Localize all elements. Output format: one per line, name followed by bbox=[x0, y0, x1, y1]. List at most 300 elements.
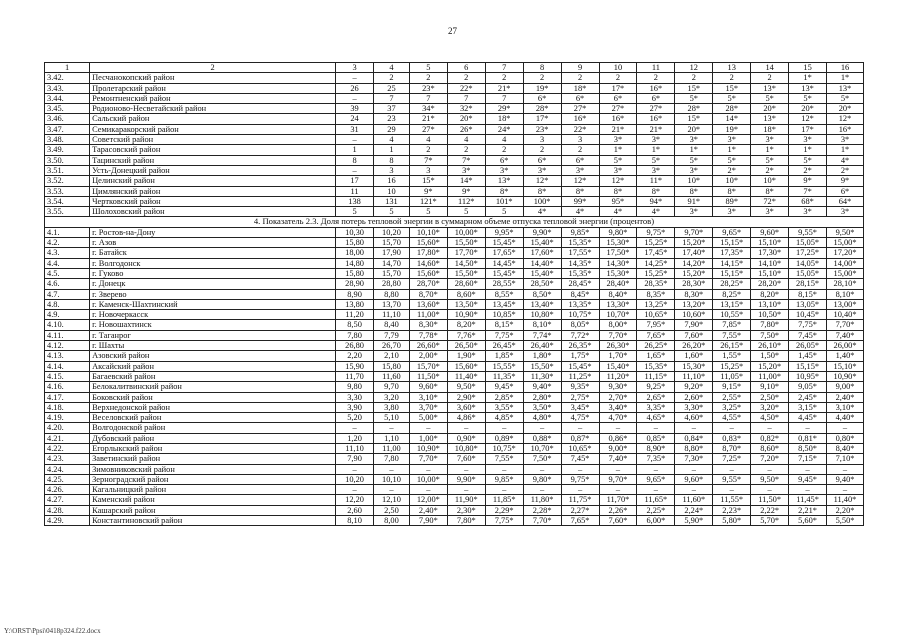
municipality-name-cell: Кагальницкий район bbox=[90, 485, 336, 495]
value-cell: 9,80* bbox=[599, 227, 637, 237]
value-cell: 8,15* bbox=[789, 289, 827, 299]
value-cell: 9* bbox=[789, 176, 827, 186]
value-cell: 22* bbox=[561, 124, 599, 134]
value-cell: 15,60* bbox=[409, 268, 447, 278]
value-cell: – bbox=[409, 464, 447, 474]
value-cell: 3* bbox=[675, 207, 713, 217]
value-cell: 11,20 bbox=[336, 310, 374, 320]
value-cell: 11,35* bbox=[485, 371, 523, 381]
value-cell: – bbox=[713, 423, 751, 433]
value-cell: 11,00 bbox=[374, 443, 410, 453]
value-cell: 18* bbox=[561, 83, 599, 93]
value-cell: 20* bbox=[751, 104, 789, 114]
value-cell: 14,80 bbox=[336, 258, 374, 268]
value-cell: 15,35* bbox=[561, 238, 599, 248]
value-cell: 9,90* bbox=[447, 474, 485, 484]
value-cell: 9,50* bbox=[447, 382, 485, 392]
value-cell: 1* bbox=[827, 145, 864, 155]
value-cell: 15,05* bbox=[789, 238, 827, 248]
municipality-name-cell: 2 bbox=[90, 63, 336, 73]
value-cell: 14* bbox=[713, 114, 751, 124]
municipality-name-cell: Семикаракорский район bbox=[90, 124, 336, 134]
value-cell: 10,20 bbox=[374, 227, 410, 237]
value-cell: 15,90 bbox=[336, 361, 374, 371]
row-number-cell: 4.18. bbox=[45, 402, 90, 412]
value-cell: 1,55* bbox=[713, 351, 751, 361]
value-cell: 10,45* bbox=[789, 310, 827, 320]
municipality-name-cell: Заветинский район bbox=[90, 454, 336, 464]
value-cell: 1* bbox=[789, 145, 827, 155]
value-cell: 0,85* bbox=[637, 433, 675, 443]
value-cell: – bbox=[751, 485, 789, 495]
value-cell: – bbox=[713, 485, 751, 495]
value-cell: 10,60* bbox=[675, 310, 713, 320]
row-number-cell: 4.8. bbox=[45, 299, 90, 309]
value-cell: – bbox=[447, 423, 485, 433]
value-cell: 11 bbox=[637, 63, 675, 73]
table-row bbox=[45, 279, 864, 289]
municipality-name-cell: Азовский район bbox=[90, 351, 336, 361]
value-cell: 7,80* bbox=[447, 516, 485, 526]
value-cell: 9,65* bbox=[637, 474, 675, 484]
value-cell: 14,05* bbox=[789, 258, 827, 268]
value-cell: 3* bbox=[447, 165, 485, 175]
value-cell: 2,45* bbox=[789, 392, 827, 402]
value-cell: 0,81* bbox=[789, 433, 827, 443]
value-cell: 7,76* bbox=[447, 330, 485, 340]
value-cell: 7,70* bbox=[599, 330, 637, 340]
value-cell: 8,35* bbox=[637, 289, 675, 299]
value-cell: 9,45* bbox=[485, 382, 523, 392]
value-cell: 2,65* bbox=[637, 392, 675, 402]
value-cell: 15,25* bbox=[713, 361, 751, 371]
table-row bbox=[45, 176, 864, 186]
value-cell: 2 bbox=[599, 73, 637, 83]
value-cell: 7 bbox=[485, 93, 523, 103]
value-cell: 12* bbox=[599, 176, 637, 186]
value-cell: 13,70 bbox=[374, 299, 410, 309]
value-cell: – bbox=[599, 464, 637, 474]
value-cell: 3* bbox=[713, 207, 751, 217]
value-cell: 7,79 bbox=[374, 330, 410, 340]
municipality-name-cell: Боковский район bbox=[90, 392, 336, 402]
table-row bbox=[45, 341, 864, 351]
value-cell: 16 bbox=[827, 63, 864, 73]
municipality-name-cell: г. Таганрог bbox=[90, 330, 336, 340]
value-cell: 12* bbox=[523, 176, 561, 186]
value-cell: 7 bbox=[447, 93, 485, 103]
value-cell: 15,30* bbox=[599, 268, 637, 278]
municipality-name-cell: г. Шахты bbox=[90, 341, 336, 351]
value-cell: 5* bbox=[675, 155, 713, 165]
value-cell: 9,55* bbox=[789, 227, 827, 237]
row-number-cell: 3.53. bbox=[45, 186, 90, 196]
value-cell: 1,65* bbox=[637, 351, 675, 361]
value-cell: 4,40* bbox=[827, 413, 864, 423]
value-cell: 15,25* bbox=[637, 268, 675, 278]
value-cell: 4,85* bbox=[485, 413, 523, 423]
value-cell: 3,40* bbox=[599, 402, 637, 412]
value-cell: – bbox=[561, 423, 599, 433]
value-cell: 64* bbox=[827, 196, 864, 206]
value-cell: 10 bbox=[599, 63, 637, 73]
value-cell: 9,85* bbox=[561, 227, 599, 237]
value-cell: 22* bbox=[447, 83, 485, 93]
value-cell: 11* bbox=[637, 176, 675, 186]
value-cell: 14,60* bbox=[409, 258, 447, 268]
value-cell: – bbox=[561, 485, 599, 495]
value-cell: 4,45* bbox=[789, 413, 827, 423]
value-cell: 9* bbox=[409, 186, 447, 196]
value-cell: 5 bbox=[336, 207, 374, 217]
value-cell: 8* bbox=[713, 186, 751, 196]
value-cell: 11,50* bbox=[409, 371, 447, 381]
value-cell: 3,50* bbox=[523, 402, 561, 412]
value-cell: 2,70* bbox=[599, 392, 637, 402]
value-cell: 17,20* bbox=[827, 248, 864, 258]
value-cell: 26,15* bbox=[713, 341, 751, 351]
value-cell: 17,90 bbox=[374, 248, 410, 258]
municipality-name-cell: г. Ростов-на-Дону bbox=[90, 227, 336, 237]
value-cell: 10,65* bbox=[637, 310, 675, 320]
value-cell: 13,15* bbox=[713, 299, 751, 309]
value-cell: 8 bbox=[374, 155, 410, 165]
row-number-cell: 4.16. bbox=[45, 382, 90, 392]
table-row bbox=[45, 413, 864, 423]
value-cell: 25 bbox=[374, 83, 410, 93]
value-cell: 5 bbox=[447, 207, 485, 217]
table-row bbox=[45, 93, 864, 103]
row-number-cell: 1 bbox=[45, 63, 90, 73]
value-cell: 100* bbox=[523, 196, 561, 206]
value-cell: 5,20 bbox=[336, 413, 374, 423]
value-cell: 4* bbox=[599, 207, 637, 217]
value-cell: – bbox=[374, 464, 410, 474]
value-cell: 15,70 bbox=[374, 268, 410, 278]
table-row bbox=[45, 464, 864, 474]
value-cell: – bbox=[485, 423, 523, 433]
value-cell: 14,15* bbox=[713, 258, 751, 268]
value-cell: 10,85* bbox=[485, 310, 523, 320]
value-cell: 13,00* bbox=[827, 299, 864, 309]
value-cell: – bbox=[827, 464, 864, 474]
table-row bbox=[45, 73, 864, 83]
value-cell: 26,35* bbox=[561, 341, 599, 351]
value-cell: 1* bbox=[789, 73, 827, 83]
value-cell: 3 bbox=[374, 165, 410, 175]
value-cell: 8,70* bbox=[409, 289, 447, 299]
value-cell: 7 bbox=[374, 93, 410, 103]
municipality-name-cell: Цимлянский район bbox=[90, 186, 336, 196]
value-cell: 9,95* bbox=[485, 227, 523, 237]
value-cell: 8 bbox=[523, 63, 561, 73]
table-row bbox=[45, 433, 864, 443]
value-cell: 4 bbox=[374, 63, 410, 73]
value-cell: 3,30* bbox=[675, 402, 713, 412]
municipality-name-cell: Константиновский район bbox=[90, 516, 336, 526]
value-cell: 2,29* bbox=[485, 505, 523, 515]
value-cell: – bbox=[789, 423, 827, 433]
value-cell: 8,40 bbox=[374, 320, 410, 330]
value-cell: 9,70* bbox=[675, 227, 713, 237]
table-row bbox=[45, 268, 864, 278]
value-cell: 2,40* bbox=[409, 505, 447, 515]
value-cell: 28* bbox=[713, 104, 751, 114]
value-cell: 7,25* bbox=[713, 454, 751, 464]
value-cell: 20* bbox=[675, 124, 713, 134]
value-cell: 8,15* bbox=[485, 320, 523, 330]
value-cell: 21* bbox=[485, 83, 523, 93]
value-cell: 1* bbox=[675, 145, 713, 155]
value-cell: 2,10 bbox=[374, 351, 410, 361]
value-cell: – bbox=[409, 423, 447, 433]
row-number-cell: 4.3. bbox=[45, 248, 90, 258]
value-cell: 11,10* bbox=[675, 371, 713, 381]
value-cell: 7* bbox=[789, 186, 827, 196]
value-cell: 2 bbox=[447, 145, 485, 155]
value-cell: 5* bbox=[599, 155, 637, 165]
value-cell: 17,30* bbox=[751, 248, 789, 258]
value-cell: 9,55* bbox=[713, 474, 751, 484]
value-cell: 11,15* bbox=[637, 371, 675, 381]
value-cell: 7 bbox=[485, 63, 523, 73]
municipality-name-cell: г. Зверево bbox=[90, 289, 336, 299]
value-cell: 3,45* bbox=[561, 402, 599, 412]
municipality-name-cell: Зимовниковский район bbox=[90, 464, 336, 474]
value-cell: 27* bbox=[561, 104, 599, 114]
row-number-cell: 4.4. bbox=[45, 258, 90, 268]
header-row bbox=[45, 63, 864, 73]
value-cell: 28,70* bbox=[409, 279, 447, 289]
value-cell: 2 bbox=[675, 73, 713, 83]
value-cell: 28,30* bbox=[675, 279, 713, 289]
value-cell: 2,90* bbox=[447, 392, 485, 402]
value-cell: 10* bbox=[713, 176, 751, 186]
value-cell: 9,70 bbox=[374, 382, 410, 392]
value-cell: 4,86* bbox=[447, 413, 485, 423]
value-cell: 3,80 bbox=[374, 402, 410, 412]
table-row bbox=[45, 474, 864, 484]
value-cell: – bbox=[675, 423, 713, 433]
value-cell: 10,95* bbox=[789, 371, 827, 381]
row-number-cell: 3.54. bbox=[45, 196, 90, 206]
value-cell: 10,70* bbox=[523, 443, 561, 453]
value-cell: 11,10 bbox=[336, 443, 374, 453]
value-cell: 11,65* bbox=[637, 495, 675, 505]
value-cell: 1,75* bbox=[561, 351, 599, 361]
value-cell: 5,90* bbox=[675, 516, 713, 526]
table-row bbox=[45, 516, 864, 526]
value-cell: 1* bbox=[713, 145, 751, 155]
value-cell: – bbox=[523, 423, 561, 433]
value-cell: 24* bbox=[485, 124, 523, 134]
value-cell: 2,26* bbox=[599, 505, 637, 515]
value-cell: 4,70* bbox=[599, 413, 637, 423]
value-cell: 1,10 bbox=[374, 433, 410, 443]
municipality-name-cell: Целинский район bbox=[90, 176, 336, 186]
value-cell: 14,10* bbox=[751, 258, 789, 268]
value-cell: 8,10 bbox=[336, 516, 374, 526]
value-cell: 15,70* bbox=[409, 361, 447, 371]
table-row bbox=[45, 443, 864, 453]
value-cell: 7,40* bbox=[827, 330, 864, 340]
value-cell: 2 bbox=[561, 73, 599, 83]
value-cell: 3* bbox=[523, 165, 561, 175]
value-cell: 14,35* bbox=[561, 258, 599, 268]
value-cell: 12* bbox=[827, 114, 864, 124]
value-cell: 1,60* bbox=[675, 351, 713, 361]
value-cell: 2 bbox=[374, 73, 410, 83]
row-number-cell: 3.47. bbox=[45, 124, 90, 134]
value-cell: 3 bbox=[523, 135, 561, 145]
table-row bbox=[45, 505, 864, 515]
value-cell: 11,25* bbox=[561, 371, 599, 381]
municipality-name-cell: Волгодонской район bbox=[90, 423, 336, 433]
value-cell: 10,80* bbox=[523, 310, 561, 320]
table-row bbox=[45, 351, 864, 361]
value-cell: 15,20* bbox=[675, 268, 713, 278]
value-cell: 9,85* bbox=[485, 474, 523, 484]
value-cell: 11,80* bbox=[523, 495, 561, 505]
value-cell: 15,20* bbox=[675, 238, 713, 248]
value-cell: 10,70* bbox=[599, 310, 637, 320]
value-cell: 3* bbox=[561, 165, 599, 175]
table-row bbox=[45, 135, 864, 145]
value-cell: 6* bbox=[561, 93, 599, 103]
value-cell: 11,00* bbox=[751, 371, 789, 381]
value-cell: – bbox=[789, 485, 827, 495]
municipality-name-cell: г. Каменск-Шахтинский bbox=[90, 299, 336, 309]
value-cell: 2,20* bbox=[827, 505, 864, 515]
value-cell: 2,21* bbox=[789, 505, 827, 515]
table-row bbox=[45, 227, 864, 237]
value-cell: 15,35* bbox=[637, 361, 675, 371]
value-cell: 13,40* bbox=[523, 299, 561, 309]
value-cell: – bbox=[827, 485, 864, 495]
municipality-name-cell: г. Гуково bbox=[90, 268, 336, 278]
value-cell: 2,27* bbox=[561, 505, 599, 515]
value-cell: 4,80* bbox=[523, 413, 561, 423]
value-cell: 24 bbox=[336, 114, 374, 124]
value-cell: 5 bbox=[374, 207, 410, 217]
value-cell: 1,00* bbox=[409, 433, 447, 443]
value-cell: – bbox=[789, 464, 827, 474]
municipality-name-cell: Тарасовский район bbox=[90, 145, 336, 155]
table-row bbox=[45, 454, 864, 464]
value-cell: 26,60* bbox=[409, 341, 447, 351]
value-cell: 2 bbox=[523, 73, 561, 83]
row-number-cell: 4.5. bbox=[45, 268, 90, 278]
value-cell: 28,80 bbox=[374, 279, 410, 289]
value-cell: 8,40* bbox=[599, 289, 637, 299]
value-cell: 9* bbox=[447, 186, 485, 196]
value-cell: 15* bbox=[675, 83, 713, 93]
row-number-cell: 4.19. bbox=[45, 413, 90, 423]
value-cell: 9,45* bbox=[789, 474, 827, 484]
value-cell: 21* bbox=[637, 124, 675, 134]
value-cell: 39 bbox=[336, 104, 374, 114]
municipality-name-cell: Верхнедонской район bbox=[90, 402, 336, 412]
value-cell: – bbox=[675, 485, 713, 495]
table-row bbox=[45, 238, 864, 248]
value-cell: 4* bbox=[637, 207, 675, 217]
value-cell: 14,30* bbox=[599, 258, 637, 268]
value-cell: 16* bbox=[827, 124, 864, 134]
table-row bbox=[45, 155, 864, 165]
value-cell: 8,90* bbox=[637, 443, 675, 453]
row-number-cell: 4.11. bbox=[45, 330, 90, 340]
value-cell: 1,45* bbox=[789, 351, 827, 361]
value-cell: 14,50* bbox=[447, 258, 485, 268]
value-cell: 11,85* bbox=[485, 495, 523, 505]
table-row bbox=[45, 320, 864, 330]
municipality-name-cell: г. Азов bbox=[90, 238, 336, 248]
municipality-name-cell: Усть-Донецкий район bbox=[90, 165, 336, 175]
value-cell: – bbox=[336, 93, 374, 103]
value-cell: 1 bbox=[374, 145, 410, 155]
value-cell: 95* bbox=[599, 196, 637, 206]
value-cell: 12 bbox=[675, 63, 713, 73]
value-cell: 10,00* bbox=[447, 227, 485, 237]
value-cell: 1* bbox=[827, 73, 864, 83]
value-cell: 4,75* bbox=[561, 413, 599, 423]
value-cell: 17,45* bbox=[637, 248, 675, 258]
value-cell: 7,60* bbox=[599, 516, 637, 526]
value-cell: 8* bbox=[561, 186, 599, 196]
value-cell: 2 bbox=[637, 73, 675, 83]
value-cell: 15,45* bbox=[485, 268, 523, 278]
municipality-name-cell: г. Донецк bbox=[90, 279, 336, 289]
municipality-name-cell: Белокалитвинский район bbox=[90, 382, 336, 392]
municipality-name-cell: Пролетарский район bbox=[90, 83, 336, 93]
value-cell: – bbox=[637, 485, 675, 495]
value-cell: 9,60* bbox=[409, 382, 447, 392]
value-cell: 7,80* bbox=[751, 320, 789, 330]
value-cell: 26,05* bbox=[789, 341, 827, 351]
value-cell: – bbox=[447, 485, 485, 495]
row-number-cell: 3.44. bbox=[45, 93, 90, 103]
value-cell: 11,40* bbox=[447, 371, 485, 381]
value-cell: 8* bbox=[675, 186, 713, 196]
value-cell: – bbox=[336, 165, 374, 175]
value-cell: 26,40* bbox=[523, 341, 561, 351]
value-cell: 7,78* bbox=[409, 330, 447, 340]
municipality-name-cell: Егорлыкский район bbox=[90, 443, 336, 453]
value-cell: 7* bbox=[447, 155, 485, 165]
value-cell: 15* bbox=[675, 114, 713, 124]
value-cell: 7,95* bbox=[637, 320, 675, 330]
value-cell: 5* bbox=[827, 93, 864, 103]
value-cell: 7,70* bbox=[827, 320, 864, 330]
value-cell: 121* bbox=[409, 196, 447, 206]
row-number-cell: 4.24. bbox=[45, 464, 90, 474]
value-cell: 7,60* bbox=[675, 330, 713, 340]
value-cell: 7,70* bbox=[523, 516, 561, 526]
value-cell: 7,75* bbox=[485, 516, 523, 526]
value-cell: 16* bbox=[561, 114, 599, 124]
value-cell: 15,15* bbox=[713, 268, 751, 278]
value-cell: 3* bbox=[827, 207, 864, 217]
value-cell: 2,60 bbox=[336, 505, 374, 515]
document-path: Y:\ORST\Ppsi\0418p324.f22.docx bbox=[4, 627, 101, 635]
value-cell: 15,80 bbox=[336, 268, 374, 278]
value-cell: 3,20 bbox=[374, 392, 410, 402]
value-cell: 19* bbox=[523, 83, 561, 93]
row-number-cell: 4.28. bbox=[45, 505, 90, 515]
row-number-cell: 4.7. bbox=[45, 289, 90, 299]
value-cell: 9,50* bbox=[751, 474, 789, 484]
value-cell: 7,80 bbox=[374, 454, 410, 464]
